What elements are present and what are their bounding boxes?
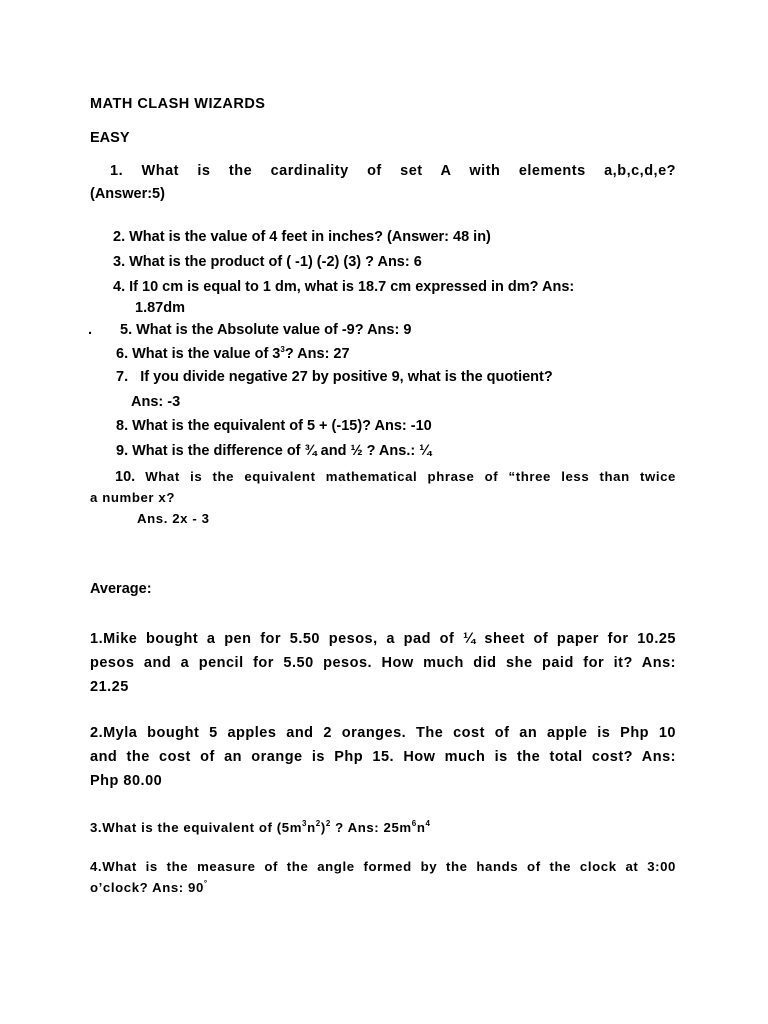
average-question-4-line2: o’clock? Ans: 90° (90, 879, 208, 895)
average-question-2-line1: 2.Myla bought 5 apples and 2 oranges. The cost of an apple is Php 10 (90, 725, 676, 741)
document-title: MATH CLASH WIZARDS (90, 96, 266, 112)
average-question-3: 3.What is the equivalent of $(5m^3n^2)^2$ ? Ans: $25m^6n^4$ (90, 819, 431, 835)
easy-question-1: 1. What is the cardinality of set A with elements a,b,c,d,e? (110, 163, 676, 179)
average-question-2-line2: and the cost of an orange is Php 15. How much is the total cost? Ans: (90, 749, 676, 765)
average-question-2-line3: Php 80.00 (90, 773, 163, 789)
easy-question-5: 5. What is the Absolute value of -9? Ans: 9 (120, 322, 412, 338)
average-question-1-line3: 21.25 (90, 679, 129, 695)
easy-answer-4: 1.87dm (135, 300, 185, 316)
easy-answer-1: (Answer:5) (90, 186, 165, 202)
bullet-dot: . (88, 322, 93, 338)
easy-question-10: 10. What is the equivalent mathematical phrase of “three less than twice (115, 469, 676, 485)
easy-answer-10: Ans. 2x - 3 (137, 511, 210, 526)
easy-question-10-cont: a number x? (90, 490, 176, 505)
easy-question-9: 9. What is the difference of ¾ and ½ ? Ans.: ¼ (116, 443, 432, 459)
easy-question-3: 3. What is the product of ( -1) (-2) (3) ? Ans: 6 (113, 254, 422, 270)
easy-question-6: 6. What is the value of $3^3$? Ans: 27 (116, 345, 350, 362)
section-heading-average: Average: (90, 581, 152, 597)
section-heading-easy: EASY (90, 130, 130, 146)
easy-question-7: 7. If you divide negative 27 by positive 9, what is the quotient? (116, 369, 553, 385)
easy-question-8: 8. What is the equivalent of 5 + (-15)? Ans: -10 (116, 418, 432, 434)
average-question-1-line2: pesos and a pencil for 5.50 pesos. How much did she paid for it? Ans: (90, 655, 676, 671)
easy-question-2: 2. What is the value of 4 feet in inches? (Answer: 48 in) (113, 229, 491, 245)
easy-answer-7: Ans: -3 (131, 394, 181, 410)
easy-question-4: 4. If 10 cm is equal to 1 dm, what is 18.7 cm expressed in dm? Ans: (113, 279, 575, 295)
average-question-4-line1: 4.What is the measure of the angle formed by the hands of the clock at 3:00 (90, 859, 676, 874)
average-question-1-line1: 1.Mike bought a pen for 5.50 pesos, a pad of ¼ sheet of paper for 10.25 (90, 631, 676, 647)
